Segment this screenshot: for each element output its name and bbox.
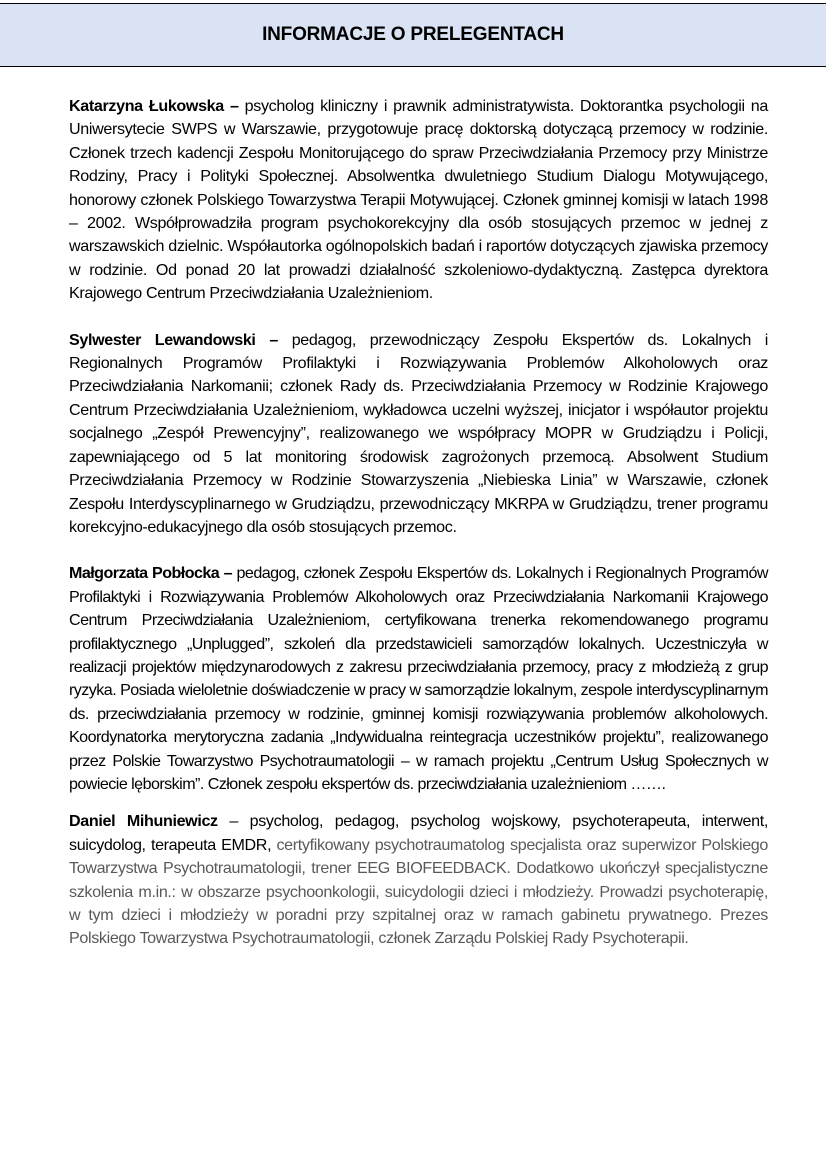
speaker-description: pedagog, przewodniczący Zespołu Ekspertów ds. Lokalnych i Regionalnych Programów Profilaktyki i Rozwiązywania Problemów Alkoholowych oraz Przeciwdziałania Narkomanii; członek Rady ds. Przeciwdziałania Przemocy w Rodzinie Krajowego Centrum Przeciwdziałania Uzależnieniom, wykładowca uczelni wyższej, inicjator i współautor projektu socjalnego „Zespół Prewencyjny”, realizowanego we współpracy MOPR w Grudziądzu i Policji, zapewniającego od 5 lat monitoring środowisk zagrożonych przemocą. Absolwent Studium Przeciwdziałania Przemocy w Rodzinie Stowarzyszenia „Niebieska Linia” w Warszawie, członek Zespołu Interdyscyplinarnego w Grudziądzu, przewodniczący MKRPA w Grudziądzu, trener programu korekcyjno-edukacyjnego dla osób stosujących przemoc. — [69, 330, 768, 536]
speaker-description: psycholog kliniczny i prawnik administratywista. Doktorantka psychologii na Uniwersytecie SWPS w Warszawie, przygotowuje pracę doktorską dotyczącą przemocy w rodzinie. Członek trzech kadencji Zespołu Monitorującego do spraw Przeciwdziałania Przemocy przy Ministrze Rodziny, Pracy i Polityki Społecznej. Absolwentka dwuletniego Studium Dialogu Motywującego, honorowy członek Polskiego Towarzystwa Terapii Motywującej. Członek gminnej komisji w latach 1998 – 2002. Współprowadziła program psychokorekcyjny dla osób stosujących przemoc w jednej z warszawskich dzielnic. Współautorka ogólnopolskich badań i raportów dotyczących zjawiska przemocy w rodzinie. Od ponad 20 lat prowadzi działalność szkoleniowo-dydaktyczną. Zastępca dyrektora Krajowego Centrum Przeciwdziałania Uzależnieniom. — [69, 97, 768, 303]
speaker-bio — [69, 329, 768, 540]
page-header — [0, 3, 826, 67]
speaker-bio — [69, 562, 768, 796]
speaker-name: Katarzyna Łukowska – — [69, 97, 239, 115]
speaker-name: Sylwester Lewandowski – — [69, 330, 278, 349]
speaker-bio — [69, 810, 768, 950]
page-title: INFORMACJE O PRELEGENTACH — [262, 24, 564, 45]
speakers-list — [69, 95, 768, 951]
speaker-name: Daniel Mihuniewicz — [69, 812, 218, 831]
speaker-description: pedagog, członek Zespołu Ekspertów ds. Lokalnych i Regionalnych Programów Profilaktyki i Rozwiązywania Problemów Alkoholowych oraz Przeciwdziałania Narkomanii Krajowego Centrum Przeciwdziałania Uzależnieniom, certyfikowana trenerka rekomendowanego programu profilaktycznego „Unplugged”, szkoleń dla przedstawicieli samorządów lokalnych. Uczestniczyła w realizacji projektów międzynarodowych z zakresu przeciwdziałania przemocy, pracy z młodzieżą z grup ryzyka. Posiada wieloletnie doświadczenie w pracy w samorządzie lokalnym, zespole interdyscyplinarnym ds. przeciwdziałania przemocy w rodzinie, gminnej komisji rozwiązywania problemów alkoholowych. Koordynatorka merytoryczna zadania „Indywidualna reintegracja uczestników projektu”, realizowanego przez Polskie Towarzystwo Psychotraumatologii – w ramach projektu „Centrum Usług Społecznych w powiecie lęborskim”. Członek zespołu ekspertów ds. przeciwdziałania uzależnieniom ……. — [69, 564, 768, 793]
speaker-name: Małgorzata Pobłocka – — [69, 564, 233, 583]
speaker-bio — [69, 95, 768, 306]
speaker-description-continued: certyfikowany psychotraumatolog specjalista oraz superwizor Polskiego Towarzystwa Psychotraumatologii, trener EEG BIOFEEDBACK. Dodatkowo ukończył specjalistyczne szkolenia m.in.: w obszarze psychoonkologii, suicydologii dzieci i młodzieży. Prowadzi psychoterapię, w tym dzieci i młodzieży w poradni przy szpitalnej oraz w ramach gabinetu prywatnego. Prezes Polskiego Towarzystwa Psychotraumatologii, członek Zarządu Polskiej Rady Psychoterapii. — [69, 835, 769, 948]
speaker-description: – psycholog, pedagog, psycholog wojskowy, psychoterapeuta, interwent, suicydolog, terapeuta EMDR, — [69, 812, 769, 854]
